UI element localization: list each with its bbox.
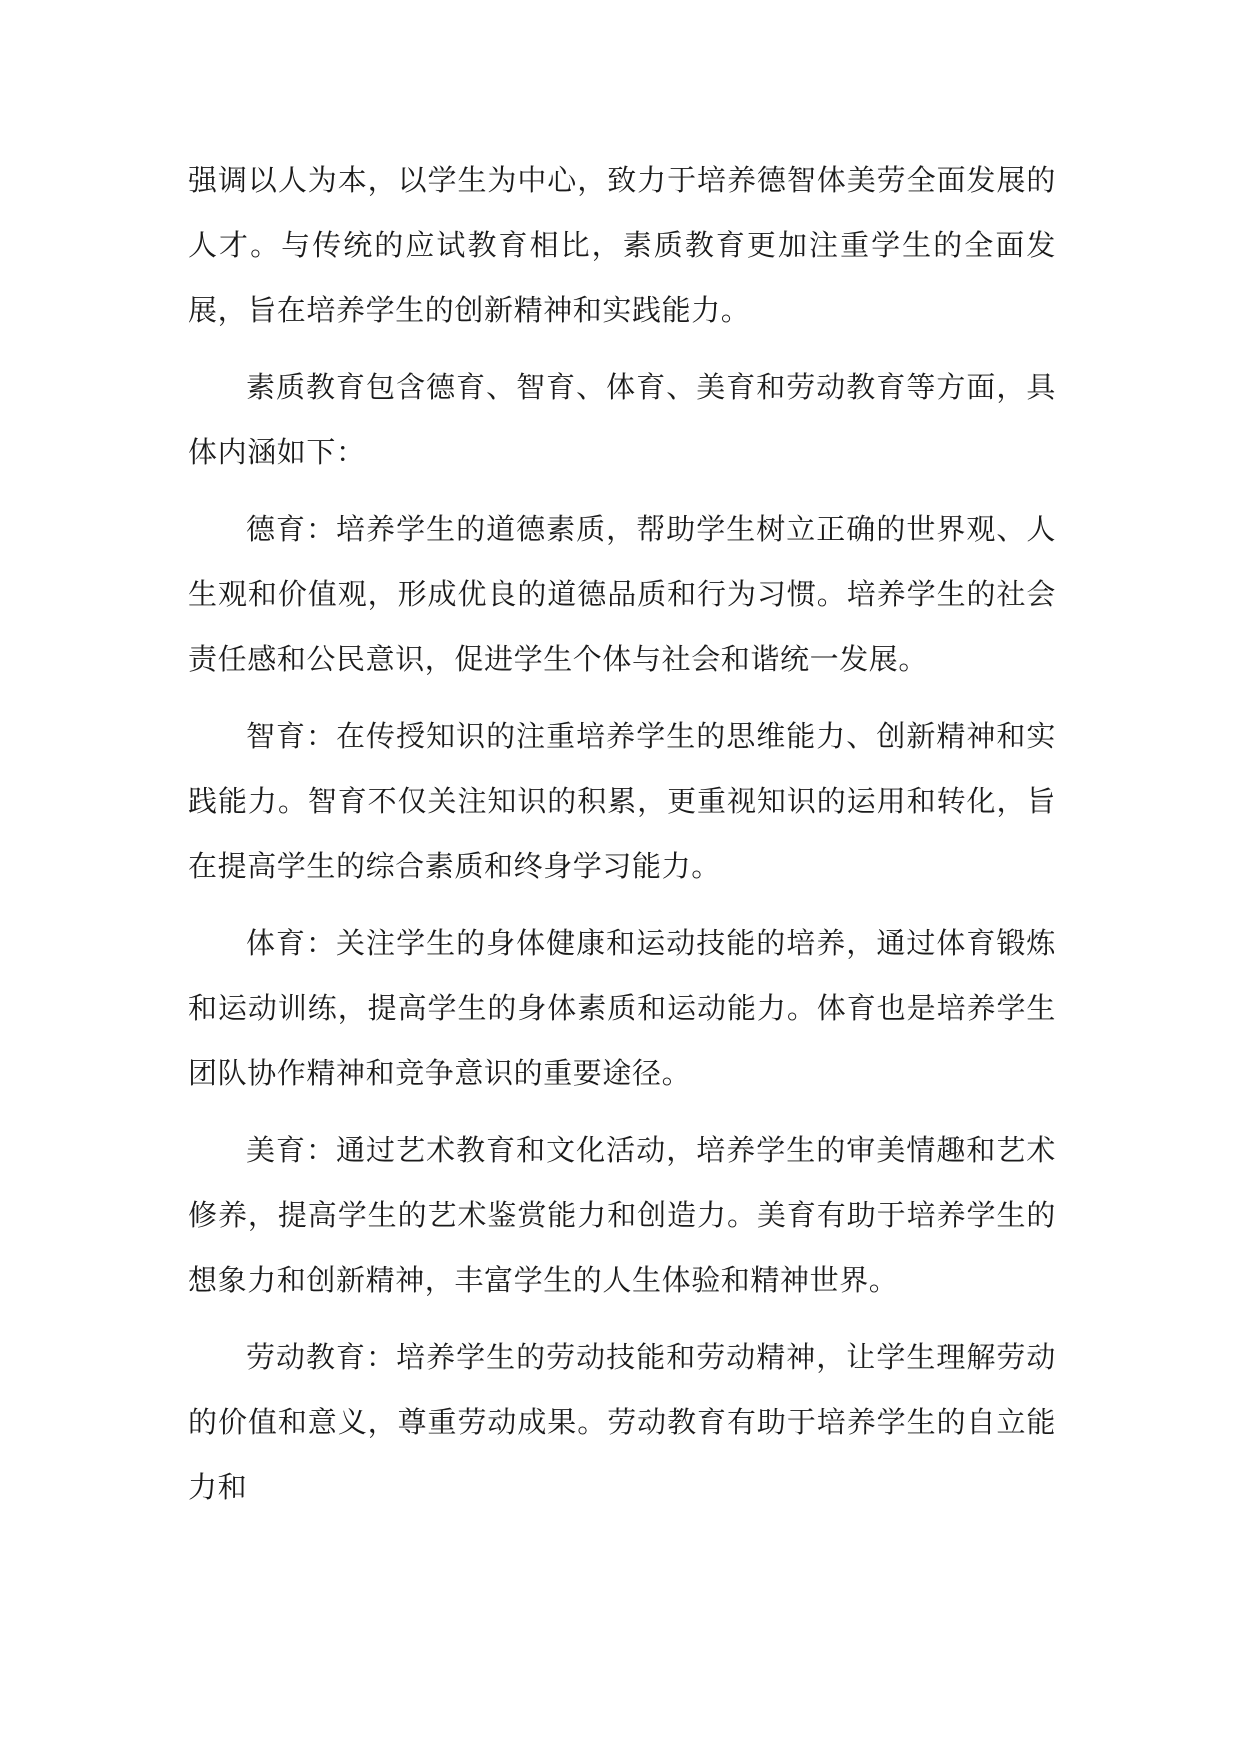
paragraph-intro-continuation: 强调以人为本，以学生为中心，致力于培养德智体美劳全面发展的人才。与传统的应试教育相比，素质教育更加注重学生的全面发展，旨在培养学生的创新精神和实践能力。	[188, 163, 1056, 327]
paragraph-intellectual-education: 智育：在传授知识的注重培养学生的思维能力、创新精神和实践能力。智育不仅关注知识的积累，更重视知识的运用和转化，旨在提高学生的综合素质和终身学习能力。	[188, 719, 1056, 883]
document-body	[188, 148, 1056, 1532]
paragraph-labor-education: 劳动教育：培养学生的劳动技能和劳动精神，让学生理解劳动的价值和意义，尊重劳动成果。劳动教育有助于培养学生的自立能力和	[188, 1340, 1056, 1504]
paragraph-overview: 素质教育包含德育、智育、体育、美育和劳动教育等方面，具体内涵如下：	[188, 370, 1056, 469]
paragraph-moral-education: 德育：培养学生的道德素质，帮助学生树立正确的世界观、人生观和价值观，形成优良的道德品质和行为习惯。培养学生的社会责任感和公民意识，促进学生个体与社会和谐统一发展。	[188, 512, 1056, 676]
paragraph-physical-education: 体育：关注学生的身体健康和运动技能的培养，通过体育锻炼和运动训练，提高学生的身体素质和运动能力。体育也是培养学生团队协作精神和竞争意识的重要途径。	[188, 926, 1056, 1090]
paragraph-aesthetic-education: 美育：通过艺术教育和文化活动，培养学生的审美情趣和艺术修养，提高学生的艺术鉴赏能力和创造力。美育有助于培养学生的想象力和创新精神，丰富学生的人生体验和精神世界。	[188, 1133, 1056, 1297]
